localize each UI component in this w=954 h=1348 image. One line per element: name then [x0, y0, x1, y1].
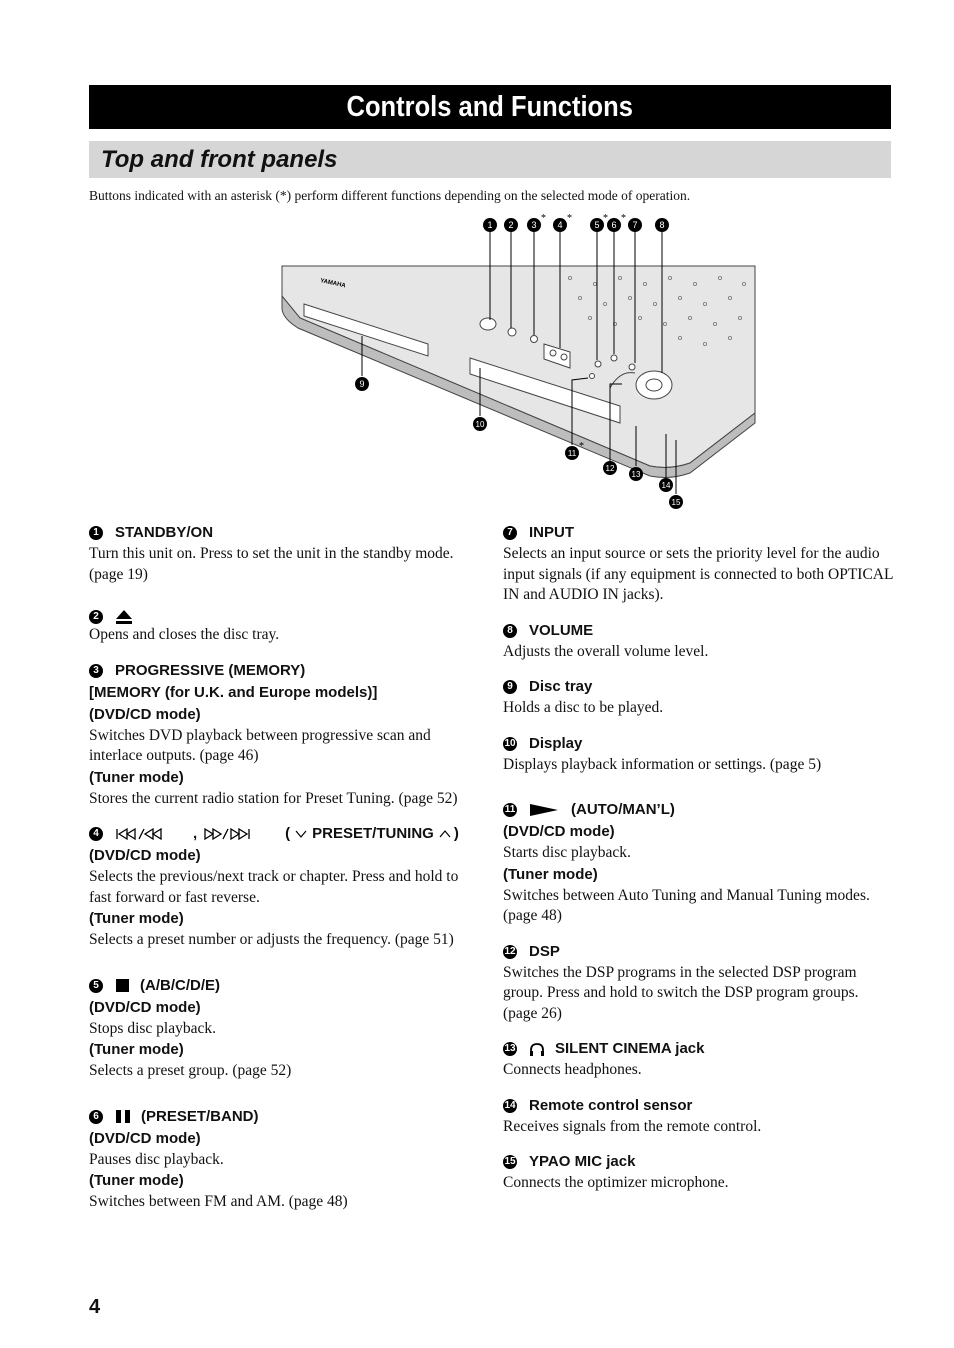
svg-text:4: 4: [557, 220, 563, 230]
pause-icon: [115, 1109, 131, 1124]
intro-text: Buttons indicated with an asterisk (*) perform different functions depending on the selected mode of operation.: [89, 188, 691, 203]
item-number: 6: [89, 1110, 103, 1124]
skip-search-icons: [115, 827, 191, 841]
item-skip-search: [89, 823, 481, 951]
item-title-paren: ): [453, 825, 459, 842]
item-mode: (Tuner mode): [89, 1172, 184, 1189]
callout-3: [527, 218, 541, 232]
item-title: YPAO MIC jack: [529, 1153, 636, 1170]
eject-icon: [115, 609, 133, 625]
item-mode: (DVD/CD mode): [89, 705, 201, 723]
asterisk-11: *: [579, 441, 584, 452]
item-progressive: [89, 660, 481, 810]
callout-6: [607, 218, 621, 232]
callout-11: [565, 446, 579, 460]
item-number: 14: [504, 1099, 516, 1111]
item-body: Switches between FM and AM. (page 48): [89, 1193, 348, 1210]
item-mode: (DVD/CD mode): [89, 998, 201, 1016]
stop-icon: [115, 978, 130, 993]
item-title-sep: ,: [193, 825, 198, 842]
svg-text:1: 1: [487, 220, 493, 230]
item-body: Selects a preset group. (page 52): [89, 1062, 292, 1079]
item-body: Connects headphones.: [503, 1061, 642, 1078]
item-number: 11: [504, 804, 516, 815]
svg-text:15: 15: [671, 498, 681, 507]
item-body: Opens and closes the disc tray.: [89, 626, 280, 643]
svg-text:13: 13: [631, 470, 641, 479]
callout-10: [473, 417, 487, 431]
item-number: 4: [89, 827, 103, 841]
item-pause: [89, 1106, 481, 1213]
item-mode: (Tuner mode): [503, 865, 598, 883]
item-body: Stops disc playback.: [89, 1019, 216, 1037]
callout-2: [504, 218, 518, 232]
item-input: [503, 522, 895, 606]
item-body: Pauses disc playback.: [89, 1150, 224, 1168]
item-body: Selects an input source or sets the priority level for the audio input signals (if any equipment is connected to both OPTICAL IN and AUDIO IN jacks).: [503, 545, 893, 603]
item-body: Connects the optimizer microphone.: [503, 1174, 729, 1191]
callout-7: [628, 218, 642, 232]
callout-14: [659, 478, 673, 492]
svg-text:8: 8: [659, 220, 665, 230]
play-icon: [529, 803, 559, 817]
right-column: [503, 522, 895, 1208]
item-body: Switches DVD playback between progressive scan and interlace outputs. (page 46): [89, 726, 431, 764]
item-body: Receives signals from the remote control.: [503, 1117, 762, 1135]
item-body: Holds a disc to be played.: [503, 699, 664, 716]
item-title-paren: (: [285, 825, 291, 842]
item-remote-sensor: [503, 1095, 895, 1138]
chevron-up-icon: [438, 829, 452, 839]
item-title: (A/B/C/D/E): [140, 976, 220, 994]
item-body: Stores the current radio station for Preset Tuning. (page 52): [89, 789, 458, 807]
item-body: Selects the previous/next track or chapter. Press and hold to fast forward or fast reverse.: [89, 868, 459, 906]
callout-9: [355, 377, 369, 391]
item-title: STANDBY/ON: [115, 524, 214, 541]
item-title: INPUT: [529, 524, 574, 541]
page-number: 4: [89, 1296, 101, 1318]
item-play: [503, 799, 895, 927]
item-eject: [89, 609, 481, 646]
section-heading: Top and front panels: [89, 141, 891, 178]
asterisk-6: *: [621, 213, 626, 224]
item-mode: (DVD/CD mode): [89, 847, 201, 864]
item-stop: [89, 975, 481, 1082]
item-number: 10: [504, 737, 516, 749]
item-standby: [89, 522, 481, 585]
item-title: Remote control sensor: [529, 1096, 693, 1114]
item-number: 12: [504, 945, 516, 957]
svg-text:3: 3: [531, 220, 537, 230]
item-body: Selects a preset number or adjusts the frequency. (page 51): [89, 931, 454, 948]
item-ypao: [503, 1151, 895, 1194]
item-number: 8: [503, 624, 517, 638]
item-mode: (Tuner mode): [89, 1041, 184, 1058]
item-title: VOLUME: [529, 621, 594, 639]
item-title: (PRESET/BAND): [141, 1107, 259, 1125]
left-column: [89, 522, 481, 1227]
svg-text:9: 9: [359, 379, 365, 389]
item-body: Switches between Auto Tuning and Manual Tuning modes. (page 48): [503, 886, 870, 924]
item-body: Turn this unit on. Press to set the unit in the standby mode. (page 19): [89, 545, 454, 583]
item-title: SILENT CINEMA jack: [555, 1040, 705, 1057]
asterisk-3: *: [541, 213, 546, 224]
item-body: Starts disc playback.: [503, 844, 631, 861]
svg-text:12: 12: [605, 464, 615, 473]
callout-4: [553, 218, 567, 232]
callout-8: [655, 218, 669, 232]
item-number: 5: [89, 979, 103, 993]
svg-text:10: 10: [475, 420, 485, 429]
svg-text:14: 14: [661, 481, 671, 490]
item-body: Switches the DSP programs in the selected DSP program group. Press and hold to switch the DSP program groups. (page 26): [503, 963, 859, 1022]
item-title: (AUTO/MAN’L): [571, 801, 675, 818]
svg-text:7: 7: [632, 220, 638, 230]
asterisk-4: *: [567, 213, 572, 224]
chevron-down-icon: [294, 829, 308, 839]
item-mode: (DVD/CD mode): [89, 1129, 201, 1147]
callout-15: [669, 495, 683, 509]
asterisk-5: *: [603, 213, 608, 224]
item-number: 9: [503, 680, 517, 694]
item-number: 1: [89, 526, 103, 540]
page-title: Controls and Functions: [89, 85, 891, 129]
item-title: PRESET/TUNING: [312, 825, 434, 842]
front-panel-diagram: [270, 208, 760, 518]
svg-text:5: 5: [594, 220, 600, 230]
callout-5: [590, 218, 604, 232]
item-title: Disc tray: [529, 678, 593, 695]
svg-text:2: 2: [508, 220, 514, 230]
item-title: DSP: [529, 942, 560, 960]
svg-text:6: 6: [611, 220, 617, 230]
callout-13: [629, 467, 643, 481]
item-display: [503, 733, 895, 776]
item-body: Displays playback information or settings. (page 5): [503, 755, 822, 773]
item-body: Adjusts the overall volume level.: [503, 642, 709, 660]
brand-logo: YAMAHA: [319, 278, 347, 290]
item-number: 15: [504, 1156, 516, 1167]
item-disc-tray: [503, 676, 895, 719]
item-number: 13: [504, 1043, 516, 1054]
item-number: 7: [503, 526, 517, 540]
item-mode: (Tuner mode): [89, 910, 184, 927]
item-number: 2: [89, 610, 103, 624]
svg-text:11: 11: [567, 449, 577, 458]
item-silent-cinema: [503, 1038, 895, 1081]
search-skip-forward-icons: [203, 827, 279, 841]
item-subtitle: [MEMORY (for U.K. and Europe models)]: [89, 683, 378, 701]
item-mode: (Tuner mode): [89, 768, 184, 786]
item-number: 3: [89, 664, 103, 678]
item-mode: (DVD/CD mode): [503, 823, 615, 840]
item-title: PROGRESSIVE (MEMORY): [115, 661, 306, 679]
callout-12: [603, 461, 617, 475]
headphones-icon: [529, 1042, 545, 1057]
callout-1: [483, 218, 497, 232]
item-volume: [503, 620, 895, 663]
item-dsp: [503, 941, 895, 1025]
item-title: Display: [529, 734, 583, 752]
